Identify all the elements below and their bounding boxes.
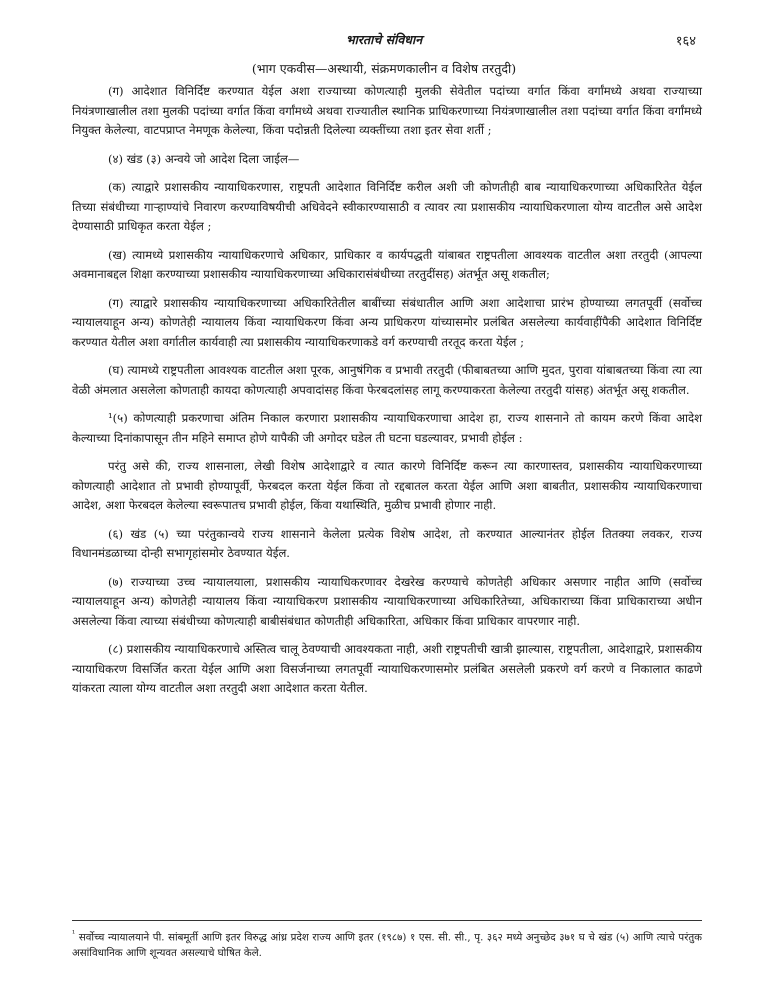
running-title: भारताचे संविधान bbox=[345, 32, 423, 47]
paragraph-subclause-ga: (ग) त्याद्वारे प्रशासकीय न्यायाधिकरणाच्या अधिकारितेतील बाबींच्या संबंधातील आणि अशा आदेशाचा प्रारंभ होण्याच्या लगतपूर्वी (सर्वोच्च न्यायालयाहून अन्य) कोणतेही न्यायालय किंवा न्यायाधिकरण किंवा अन्य प्राधिकरण यांच्यासमोर प्रलंबित असलेल्या कार्यवाहींपैकी आदेशात विनिर्दिष्ट करण्यात येतील अशा वर्गातील कार्यवाही त्या प्रशासकीय न्यायाधिकरणाकडे वर्ग करण्याची तरतूद करता येईल ; bbox=[72, 295, 702, 349]
paragraph-clause-8: (८) प्रशासकीय न्यायाधिकरणाचे अस्तित्व चालू ठेवण्याची आवश्यकता नाही, अशी राष्ट्रपतीची खात्री झाल्यास, राष्ट्रपतीला, आदेशाद्वारे, प्रशासकीय न्यायाधिकरण विसर्जित करता येईल आणि अशा विसर्जनाच्या लगतपूर्वी न्यायाधिकरणासमोर प्रलंबित असलेली प्रकरणे वर्ग करणे व निकालात काढणे यांकरता त्याला योग्य वाटतील अशा तरतुदी अशा आदेशात करता येतील. bbox=[72, 642, 702, 695]
page-number: १६४ bbox=[675, 34, 696, 49]
paragraph-clause-4: (४) खंड (३) अन्वये जो आदेश दिला जाईल— bbox=[108, 151, 300, 166]
paragraph-subclause-gha: (घ) त्यामध्ये राष्ट्रपतीला आवश्यक वाटतील अशा पूरक, आनुषंगिक व प्रभावी तरतुदी (फीबाबतच्या आणि मुदत, पुरावा यांबाबतच्या किंवा त्या त्या वेळी अंमलात असलेला कोणताही कायदा कोणत्याही अपवादांसह किंवा फेरबदलांसह लागू करण्याकरता केलेल्या तरतुदी यांसह) अंतर्भूत असू शकतील. bbox=[72, 363, 702, 397]
section-heading: (भाग एकवीस—अस्थायी, संक्रमणकालीन व विशेष तरतुदी) bbox=[251, 61, 517, 76]
paragraph-clause-5: ¹(५) कोणत्याही प्रकरणाचा अंतिम निकाल करणारा प्रशासकीय न्यायाधिकरणाचा आदेश हा, राज्य शासनाने तो कायम करणे किंवा आदेश केल्याच्या दिनांकापासून तीन महिने समाप्त होणे यापैकी जी अगोदर घडेल ती घटना घडल्यावर, प्रभावी होईल : bbox=[72, 411, 702, 445]
paragraph-subclause-ka: (क) त्याद्वारे प्रशासकीय न्यायाधिकरणास, राष्ट्रपती आदेशात विनिर्दिष्ट करील अशी जी कोणतीही बाब न्यायाधिकरणाच्या अधिकारितेत येईल तिच्या संबंधीच्या गाऱ्हाण्यांचे निवारण करण्याविषयीची अधिवेदने स्वीकारण्यासाठी व त्यावर त्या प्रशासकीय न्यायाधिकरणाला योग्य वाटतील असे आदेश देण्यासाठी प्राधिकृत करता येईल ; bbox=[72, 180, 702, 233]
article-body bbox=[72, 82, 702, 708]
footnote-text: सर्वोच्च न्यायालयाने पी. सांबमूर्ती आणि इतर विरुद्ध आंध्र प्रदेश राज्य आणि इतर (१९८७) १ एस. सी. सी., पृ. ३६२ मध्ये अनुच्छेद ३७१ घ चे खंड (५) आणि त्याचे परंतुक असांविधानिक आणि शून्यवत असल्याचे घोषित केले. bbox=[72, 932, 702, 960]
paragraph-proviso: परंतु असे की, राज्य शासनाला, लेखी विशेष आदेशाद्वारे व त्यात कारणे विनिर्दिष्ट करून त्या कारणास्तव, प्रशासकीय न्यायाधिकरणाच्या कोणत्याही आदेशात तो प्रभावी होण्यापूर्वी, फेरबदल करता येईल किंवा तो रद्दबातल करता येईल आणि अशा बाबतीत, प्रशासकीय न्यायाधिकरणाचा आदेश, अशा फेरबदल केलेल्या स्वरूपातच प्रभावी होईल, किंवा यथास्थिति, मुळीच प्रभावी होणार नाही. bbox=[72, 459, 702, 512]
paragraph-clause-6: (६) खंड (५) च्या परंतुकान्वये राज्य शासनाने केलेला प्रत्येक विशेष आदेश, तो करण्यात आल्यानंतर होईल तितक्या लवकर, राज्य विधानमंडळाच्या दोन्ही सभागृहांसमोर ठेवण्यात येईल. bbox=[72, 526, 702, 560]
footnote bbox=[72, 926, 702, 962]
paragraph-clause-7: (७) राज्याच्या उच्च न्यायालयाला, प्रशासकीय न्यायाधिकरणावर देखरेख करण्याचे कोणतेही अधिकार असणार नाहीत आणि (सर्वोच्च न्यायालयाहून अन्य) कोणतेही न्यायालय किंवा न्यायाधिकरण प्रशासकीय न्यायाधिकरणाच्या अधिकारितेच्या, अधिकाराच्या किंवा प्राधिकाराच्या अधीन असलेल्या किंवा त्याच्या संबंधीच्या कोणत्याही बाबीसंबंधात कोणतीही अधिकारिता, अधिकार किंवा प्राधिकार वापरणार नाही. bbox=[72, 574, 702, 628]
footnote-mark: ¹ bbox=[72, 929, 76, 938]
paragraph-subclause-kha: (ख) त्यामध्ये प्रशासकीय न्यायाधिकरणाचे अधिकार, प्राधिकार व कार्यपद्धती यांबाबत राष्ट्रपतीला आवश्यक वाटतील अशा तरतुदी (आपल्या अवमानाबद्दल शिक्षा करण्याच्या प्रशासकीय न्यायाधिकरणाच्या अधिकारासंबंधीच्या तरतुदींसह) अंतर्भूत असू शकतील; bbox=[72, 247, 702, 281]
paragraph-clause-g: (ग) आदेशात विनिर्दिष्ट करण्यात येईल अशा राज्याच्या कोणत्याही मुलकी सेवेतील पदांच्या वर्गात किंवा वर्गांमध्ये अथवा राज्याच्या नियंत्रणाखालील तशा मुलकी पदांच्या वर्गात किंवा वर्गांमध्ये अथवा राज्यातील स्थानिक प्राधिकरणाच्या नियंत्रणाखालील तशा पदांच्या वर्गात किंवा वर्गांमध्ये नियुक्त केलेल्या, वाटपप्राप्त नेमणूक केलेल्या, किंवा पदोन्नती दिलेल्या व्यक्तींच्या तशा इतर सेवा शर्ती ; bbox=[72, 84, 702, 137]
footnote-divider bbox=[72, 920, 702, 921]
page-header bbox=[72, 31, 696, 51]
